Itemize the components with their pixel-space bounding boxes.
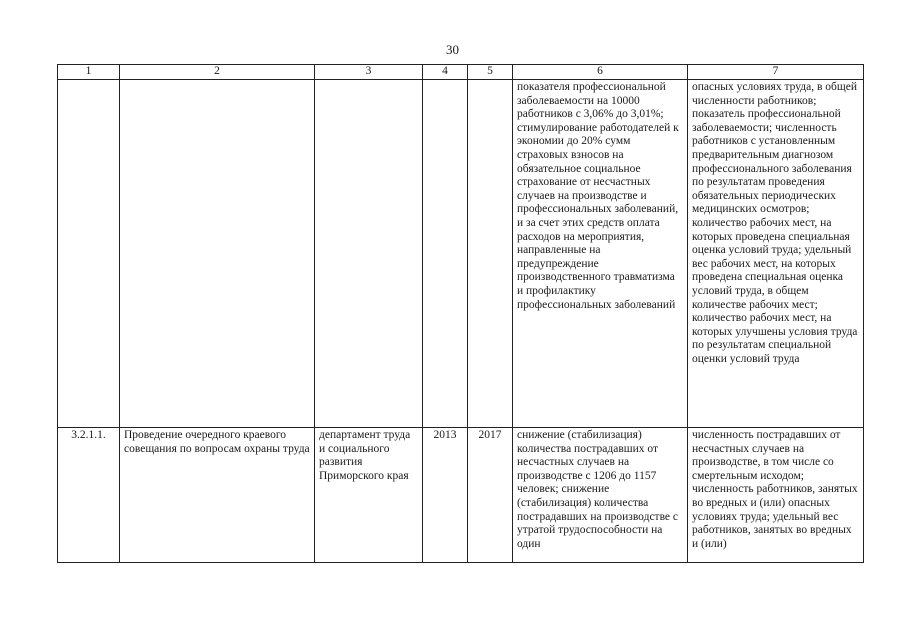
column-number-2: 2 bbox=[120, 65, 315, 80]
cell-indicators: опасных условиях труда, в общей численности работников; показатель профессиональной заболеваемости; численность работников с установленным предварительным диагнозом профессионального заболевания по результатам проведения обязательных периодических медицинских осмотров; количество рабочих мест, на которых проведена специальная оценка условий труда; удельный вес рабочих мест, на которых проведена специальная оценка условий труда, в общем количестве рабочих мест; количество рабочих мест, на которых улучшены условия труда по результатам специальной оценки условий труда bbox=[688, 80, 864, 428]
cell-item-number: 3.2.1.1. bbox=[58, 428, 120, 563]
cell-responsible: департамент труда и социального развития Приморского края bbox=[315, 428, 423, 563]
cell-activity bbox=[120, 80, 315, 428]
cell-start-year: 2013 bbox=[423, 428, 468, 563]
cell-activity: Проведение очередного краевого совещания по вопросам охраны труда bbox=[120, 428, 315, 563]
cell-responsible bbox=[315, 80, 423, 428]
cell-start-year bbox=[423, 80, 468, 428]
cell-item-number bbox=[58, 80, 120, 428]
continuation-row bbox=[58, 80, 864, 428]
cell-end-year bbox=[468, 80, 513, 428]
column-number-row bbox=[58, 65, 864, 80]
page-number: 30 bbox=[446, 42, 459, 57]
column-number-5: 5 bbox=[468, 65, 513, 80]
document-table bbox=[57, 64, 864, 563]
column-number-3: 3 bbox=[315, 65, 423, 80]
cell-expected-result: снижение (стабилизация) количества пострадавших от несчастных случаев на производстве с 1206 до 1157 человек; снижение (стабилизация) количества пострадавших на производстве с утратой трудоспособности на один bbox=[513, 428, 688, 563]
table-row bbox=[58, 428, 864, 563]
column-number-1: 1 bbox=[58, 65, 120, 80]
cell-indicators: численность пострадавших от несчастных случаев на производстве, в том числе со смертельным исходом; численность работников, занятых во вредных и (или) опасных условиях труда; удельный вес работников, занятых во вредных и (или) bbox=[688, 428, 864, 563]
cell-expected-result: показателя профессиональной заболеваемости на 10000 работников с 3,06% до 3,01%; стимулирование работодателей к экономии до 20% сумм страховых взносов на обязательное социальное страхование от несчастных случаев на производстве и профессиональных заболеваний, и за счет этих средств оплата расходов на мероприятия, направленные на предупреждение производственного травматизма и профилактику профессиональных заболеваний bbox=[513, 80, 688, 428]
cell-end-year: 2017 bbox=[468, 428, 513, 563]
column-number-4: 4 bbox=[423, 65, 468, 80]
column-number-6: 6 bbox=[513, 65, 688, 80]
column-number-7: 7 bbox=[688, 65, 864, 80]
